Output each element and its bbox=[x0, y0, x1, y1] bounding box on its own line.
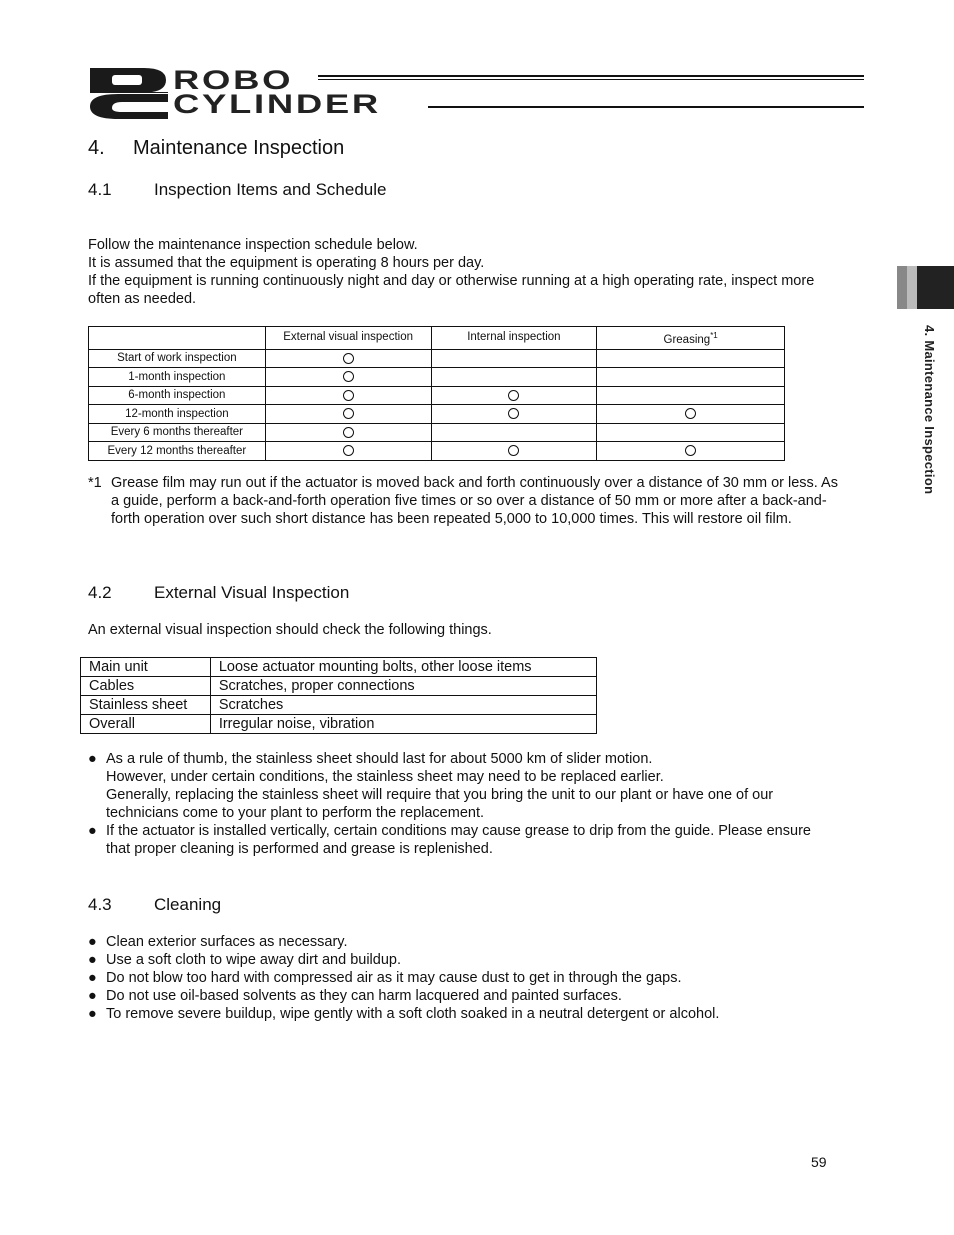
inspection-check: Irregular noise, vibration bbox=[210, 715, 596, 734]
bullet-icon: ● bbox=[88, 970, 97, 986]
list-item-text: Do not blow too hard with compressed air as it may cause dust to get in through the gaps. bbox=[106, 970, 682, 986]
inspection-item: Cables bbox=[81, 677, 211, 696]
list-item-text: If the actuator is installed vertically, certain conditions may cause grease to drip from the guide. Please ensure that proper cleaning is performed and grease is replenished. bbox=[106, 823, 811, 857]
schedule-intro: Follow the maintenance inspection schedule below. It is assumed that the equipment is operating 8 hours per day. If the equipment is running continuously night and day or otherwise running at a high operating rate, inspect more often as needed. bbox=[88, 237, 815, 307]
page-number: 59 bbox=[811, 1154, 827, 1170]
table-row bbox=[81, 658, 597, 677]
list-item bbox=[88, 1005, 838, 1023]
external-inspection-notes bbox=[88, 750, 838, 858]
table-header-cell: Internal inspection bbox=[431, 327, 597, 350]
list-item-text: To remove severe buildup, wipe gently with a soft cloth soaked in a neutral detergent or alcohol. bbox=[106, 1006, 720, 1022]
cleaning-list bbox=[88, 933, 838, 1023]
subsection-4-3-heading: 4.3 Cleaning bbox=[88, 895, 222, 914]
schedule-cell bbox=[431, 349, 597, 368]
header-rule-top bbox=[318, 75, 864, 77]
circle-mark-icon bbox=[343, 371, 354, 382]
table-row bbox=[89, 442, 785, 461]
schedule-cell bbox=[597, 386, 785, 405]
circle-mark-icon bbox=[343, 390, 354, 401]
schedule-cell bbox=[597, 405, 785, 424]
list-item-text: As a rule of thumb, the stainless sheet should last for about 5000 km of slider motion. bbox=[106, 751, 653, 767]
schedule-row-label: 1-month inspection bbox=[89, 368, 266, 387]
schedule-cell bbox=[597, 442, 785, 461]
schedule-cell bbox=[265, 386, 431, 405]
logo-text-robo: ROBO bbox=[173, 65, 294, 95]
inspection-check: Scratches, proper connections bbox=[210, 677, 596, 696]
list-item bbox=[88, 969, 838, 987]
section-number: 4. bbox=[88, 137, 105, 159]
table-row bbox=[89, 368, 785, 387]
external-inspection-intro: An external visual inspection should check the following things. bbox=[88, 622, 492, 638]
bullet-icon: ● bbox=[88, 751, 97, 767]
subsection-4-1-heading: 4.1 Inspection Items and Schedule bbox=[88, 180, 387, 199]
inspection-item: Main unit bbox=[81, 658, 211, 677]
circle-mark-icon bbox=[343, 427, 354, 438]
table-row bbox=[81, 696, 597, 715]
schedule-row-label: Every 12 months thereafter bbox=[89, 442, 266, 461]
inspection-check: Scratches bbox=[210, 696, 596, 715]
schedule-cell bbox=[265, 349, 431, 368]
table-row bbox=[89, 405, 785, 424]
external-inspection-table bbox=[80, 657, 597, 734]
schedule-row-label: 12-month inspection bbox=[89, 405, 266, 424]
bullet-icon: ● bbox=[88, 988, 97, 1004]
chapter-tab bbox=[897, 266, 954, 309]
footnote-ref: *1 bbox=[710, 331, 718, 340]
rc-logo-mark-icon bbox=[88, 66, 172, 120]
page-title bbox=[88, 137, 344, 160]
list-item bbox=[88, 822, 838, 858]
schedule-cell bbox=[431, 386, 597, 405]
schedule-cell bbox=[597, 349, 785, 368]
chapter-tab-label: 4. Maintenance Inspection bbox=[922, 325, 937, 495]
circle-mark-icon bbox=[343, 353, 354, 364]
footnote-text: Grease film may run out if the actuator is moved back and forth continuously over a distance of 30 mm or less. As a guide, perform a back-and-forth operation five times or so over a distance of 50 mm or more after a back-and-forth operation over such short distance has been repeated 5,000 to 10,000 times. This will restore oil film. bbox=[111, 475, 838, 527]
schedule-cell bbox=[431, 442, 597, 461]
list-item-text: Clean exterior surfaces as necessary. bbox=[106, 934, 348, 950]
schedule-cell bbox=[431, 405, 597, 424]
schedule-cell bbox=[265, 442, 431, 461]
circle-mark-icon bbox=[685, 408, 696, 419]
inspection-schedule-table bbox=[88, 326, 785, 461]
circle-mark-icon bbox=[508, 445, 519, 456]
table-row bbox=[81, 677, 597, 696]
list-item-text: Do not use oil-based solvents as they can harm lacquered and painted surfaces. bbox=[106, 988, 622, 1004]
list-item bbox=[88, 933, 838, 951]
schedule-cell bbox=[597, 368, 785, 387]
table-row bbox=[81, 715, 597, 734]
circle-mark-icon bbox=[343, 445, 354, 456]
circle-mark-icon bbox=[508, 408, 519, 419]
schedule-cell bbox=[431, 423, 597, 442]
table-row bbox=[89, 423, 785, 442]
list-item bbox=[88, 951, 838, 969]
section-title: Maintenance Inspection bbox=[133, 137, 345, 159]
schedule-row-label: Every 6 months thereafter bbox=[89, 423, 266, 442]
schedule-cell bbox=[265, 368, 431, 387]
header-rule-top-thin bbox=[318, 79, 864, 80]
schedule-cell bbox=[265, 405, 431, 424]
table-header-cell bbox=[89, 327, 266, 350]
bullet-icon: ● bbox=[88, 1006, 97, 1022]
table-header-row bbox=[89, 327, 785, 350]
list-item-text: Use a soft cloth to wipe away dirt and buildup. bbox=[106, 952, 401, 968]
table-row bbox=[89, 349, 785, 368]
schedule-cell bbox=[265, 423, 431, 442]
inspection-item: Stainless sheet bbox=[81, 696, 211, 715]
table-row bbox=[89, 386, 785, 405]
schedule-row-label: 6-month inspection bbox=[89, 386, 266, 405]
header-rule-bottom bbox=[428, 106, 864, 108]
circle-mark-icon bbox=[343, 408, 354, 419]
bullet-icon: ● bbox=[88, 934, 97, 950]
list-item bbox=[88, 750, 838, 822]
circle-mark-icon bbox=[508, 390, 519, 401]
inspection-check: Loose actuator mounting bolts, other loose items bbox=[210, 658, 596, 677]
table-header-cell: Greasing$^{*1}$ bbox=[597, 327, 785, 350]
list-item bbox=[88, 987, 838, 1005]
list-item-text: Generally, replacing the stainless sheet will require that you bring the unit to our plant or have one of our technicians come to your plant to perform the replacement. bbox=[106, 787, 774, 821]
table-header-cell: External visual inspection bbox=[265, 327, 431, 350]
footnote-mark: *1 bbox=[88, 475, 102, 491]
circle-mark-icon bbox=[685, 445, 696, 456]
schedule-row-label: Start of work inspection bbox=[89, 349, 266, 368]
inspection-item: Overall bbox=[81, 715, 211, 734]
schedule-cell bbox=[597, 423, 785, 442]
schedule-cell bbox=[431, 368, 597, 387]
bullet-icon: ● bbox=[88, 823, 97, 839]
logo-text-cylinder: CYLINDER bbox=[173, 89, 381, 119]
footnote bbox=[88, 474, 838, 528]
bullet-icon: ● bbox=[88, 952, 97, 968]
list-item-text: However, under certain conditions, the stainless sheet may need to be replaced earlier. bbox=[106, 769, 664, 785]
subsection-4-2-heading: 4.2 External Visual Inspection bbox=[88, 583, 350, 602]
